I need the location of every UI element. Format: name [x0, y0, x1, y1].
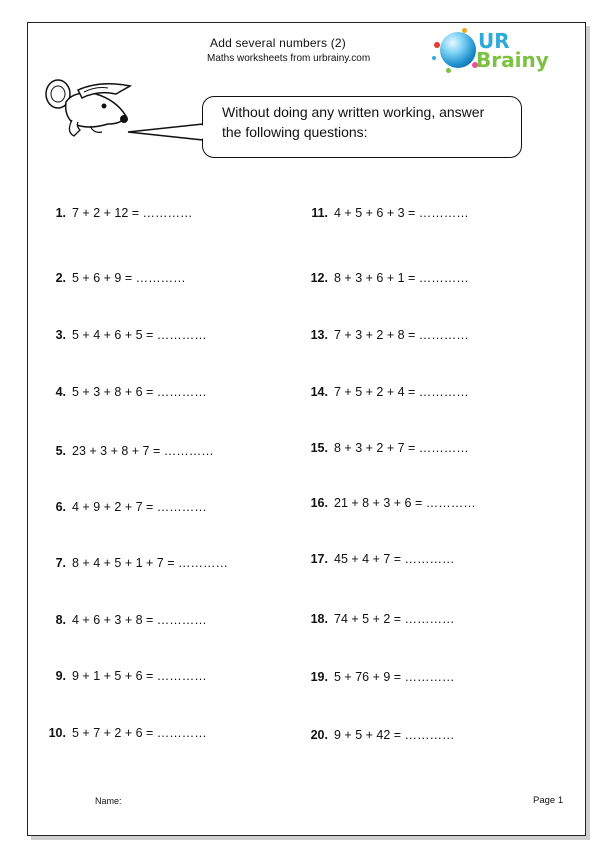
question-expression: 45 + 4 + 7 = ………… [334, 552, 455, 566]
question-number: 6. [55, 500, 66, 514]
instructions [222, 102, 522, 142]
question [44, 500, 207, 514]
question-expression: 9 + 5 + 42 = ………… [334, 728, 455, 742]
question-expression: 8 + 3 + 2 + 7 = ………… [334, 441, 469, 455]
logo-ur-text: UR [478, 29, 510, 53]
question [306, 496, 476, 510]
worksheet-title: Add several numbers (2) [210, 36, 346, 50]
question-number: 8. [55, 613, 66, 627]
question [44, 271, 186, 285]
question-number: 4. [55, 385, 66, 399]
logo-dot-icon [446, 68, 451, 73]
logo-dot-icon [434, 42, 440, 48]
worksheet-subtitle: Maths worksheets from urbrainy.com [207, 53, 371, 64]
question [44, 613, 207, 627]
question [306, 552, 455, 566]
question-expression: 8 + 4 + 5 + 1 + 7 = ………… [72, 556, 228, 570]
question [306, 670, 455, 684]
question-expression: 74 + 5 + 2 = ………… [334, 612, 455, 626]
question [44, 669, 207, 683]
question-number: 5. [55, 444, 66, 458]
instructions-line-1: Without doing any written working, answer [222, 104, 485, 120]
question-number: 20. [310, 728, 328, 742]
question [44, 444, 214, 458]
question-expression: 5 + 7 + 2 + 6 = ………… [72, 726, 207, 740]
page-shadow-bottom [31, 836, 590, 840]
logo-dot-icon [432, 56, 436, 60]
question [306, 441, 469, 455]
question-number: 1. [55, 206, 66, 220]
question-number: 17. [310, 552, 328, 566]
question-expression: 4 + 5 + 6 + 3 = ………… [334, 206, 469, 220]
question-expression: 5 + 4 + 6 + 5 = ………… [72, 328, 207, 342]
logo-ball-icon [440, 32, 476, 68]
question-expression: 8 + 3 + 6 + 1 = ………… [334, 271, 469, 285]
question [44, 206, 193, 220]
question-expression: 23 + 3 + 8 + 7 = ………… [72, 444, 214, 458]
question-expression: 5 + 6 + 9 = ………… [72, 271, 186, 285]
question-expression: 7 + 2 + 12 = ………… [72, 206, 193, 220]
question-number: 16. [310, 496, 328, 510]
question-expression: 9 + 1 + 5 + 6 = ………… [72, 669, 207, 683]
question-expression: 7 + 5 + 2 + 4 = ………… [334, 385, 469, 399]
question-number: 13. [310, 328, 328, 342]
question-number: 14. [310, 385, 328, 399]
question-number: 9. [55, 669, 66, 683]
mouse-mascot-icon [44, 72, 136, 138]
question-expression: 4 + 6 + 3 + 8 = ………… [72, 613, 207, 627]
question-number: 18. [310, 612, 328, 626]
question-number: 3. [55, 328, 66, 342]
question [44, 328, 207, 342]
question [38, 726, 207, 740]
page-shadow-right [586, 26, 590, 840]
name-label: Name: [95, 796, 122, 806]
question-number: 11. [311, 206, 328, 220]
page-number: Page 1 [533, 795, 564, 806]
question-expression: 5 + 76 + 9 = ………… [334, 670, 455, 684]
urbrainy-logo [432, 28, 552, 80]
question-number: 12. [310, 271, 328, 285]
question-number: 15. [310, 441, 328, 455]
question [44, 385, 207, 399]
question [306, 728, 455, 742]
question-expression: 5 + 3 + 8 + 6 = ………… [72, 385, 207, 399]
logo-brainy-text: Brainy [476, 48, 549, 72]
question-expression: 4 + 9 + 2 + 7 = ………… [72, 500, 207, 514]
question [306, 328, 469, 342]
question-expression: 21 + 8 + 3 + 6 = ………… [334, 496, 476, 510]
question-number: 2. [55, 271, 66, 285]
question [306, 271, 469, 285]
instructions-line-2: the following questions: [222, 124, 368, 140]
question [44, 556, 228, 570]
question [306, 385, 469, 399]
question-expression: 7 + 3 + 2 + 8 = ………… [334, 328, 469, 342]
question-number: 10. [48, 726, 66, 740]
question-number: 7. [55, 556, 66, 570]
question [306, 206, 469, 220]
question-number: 19. [310, 670, 328, 684]
logo-dot-icon [462, 28, 467, 33]
question [306, 612, 455, 626]
